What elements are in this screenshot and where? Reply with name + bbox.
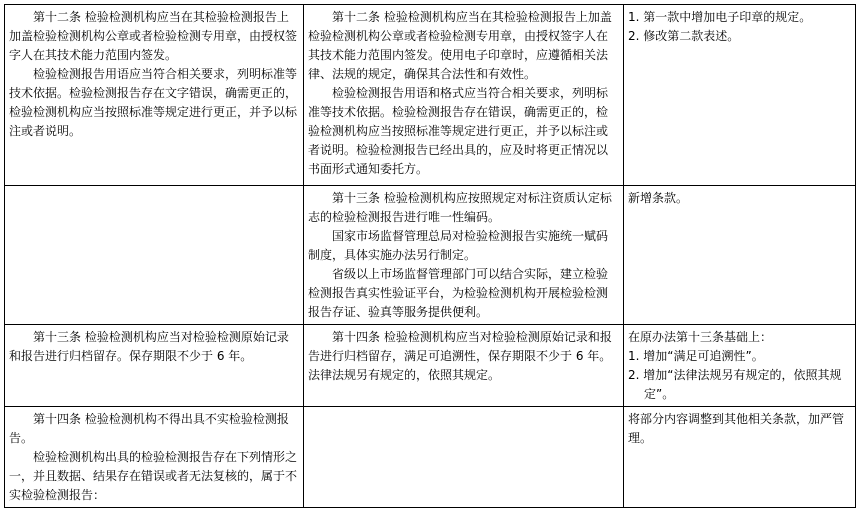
note-item: 1. 第一款中增加电子印章的规定。 xyxy=(628,10,812,24)
revised-paragraph: 第十三条 检验检测机构应按照规定对标注资质认定标志的检验检测报告进行唯一性编码。 xyxy=(308,191,612,224)
notes-cell xyxy=(624,325,856,407)
original-paragraph: 检验检测机构出具的检验检测报告存在下列情形之一，并且数据、结果存在错误或者无法复核的，属于不实检验检测报告： xyxy=(9,450,298,502)
revised-text-cell xyxy=(304,325,624,407)
original-paragraph: 第十四条 检验检测机构不得出具不实检验检测报告。 xyxy=(9,412,289,445)
note-item: 新增条款。 xyxy=(628,191,689,205)
table-row xyxy=(5,5,856,186)
note-intro: 在原办法第十三条基础上： xyxy=(628,330,773,344)
revised-paragraph: 检验检测报告用语和格式应当符合相关要求，列明标准等技术依据。检验检测报告存在错误，确需更正的，检验检测机构应当按照标准等规定进行更正，并予以标注或者说明。检验检测报告已经出具的，应及时将更正情况以书面形式通知委托方。 xyxy=(308,86,609,176)
revised-paragraph: 第十二条 检验检测机构应当在其检验检测报告上加盖检验检测机构公章或者检验检测专用章，由授权签字人在其技术能力范围内签发。使用电子印章时，应遵循相关法律、法规的规定，确保其合法性和有效性。 xyxy=(308,10,612,81)
note-item: 将部分内容调整到其他相关条款，加严管理。 xyxy=(628,412,845,445)
note-item: 1. 增加“满足可追溯性”。 xyxy=(628,349,764,363)
notes-cell xyxy=(624,186,856,325)
revised-paragraph: 国家市场监督管理总局对检验检测报告实施统一赋码制度，具体实施办法另行制定。 xyxy=(308,229,609,262)
original-paragraph: 检验检测报告用语应当符合相关要求，列明标准等技术依据。检验检测报告存在文字错误，确需更正的，检验检测机构应当按照标准等规定进行更正，并予以标注或者说明。 xyxy=(9,67,298,138)
revised-text-cell xyxy=(304,407,624,508)
note-item: 2. 修改第二款表述。 xyxy=(628,29,740,43)
original-paragraph: 第十三条 检验检测机构应当对检验检测原始记录和报告进行归档留存。保存期限不少于 6 年。 xyxy=(9,330,289,363)
revised-text-cell xyxy=(304,5,624,186)
original-text-cell xyxy=(5,186,304,325)
original-text-cell xyxy=(5,5,304,186)
revised-paragraph: 第十四条 检验检测机构应当对检验检测原始记录和报告进行归档留存，满足可追溯性，保存期限不少于 6 年。法律法规另有规定的，依照其规定。 xyxy=(308,330,612,382)
original-paragraph: 第十二条 检验检测机构应当在其检验检测报告上加盖检验检测机构公章或者检验检测专用章，由授权签字人在其技术能力范围内签发。 xyxy=(9,10,298,62)
original-text-cell xyxy=(5,407,304,508)
notes-cell xyxy=(624,407,856,508)
original-text-cell xyxy=(5,325,304,407)
revised-text-cell xyxy=(304,186,624,325)
table-row xyxy=(5,407,856,508)
notes-cell xyxy=(624,5,856,186)
table-row xyxy=(5,186,856,325)
revised-paragraph: 省级以上市场监督管理部门可以结合实际，建立检验检测报告真实性验证平台，为检验检测机构开展检验检测报告存证、验真等服务提供便利。 xyxy=(308,267,609,319)
note-item: 2. 增加“法律法规另有规定的，依照其规定”。 xyxy=(628,368,842,401)
comparison-table xyxy=(4,4,856,508)
table-row xyxy=(5,325,856,407)
